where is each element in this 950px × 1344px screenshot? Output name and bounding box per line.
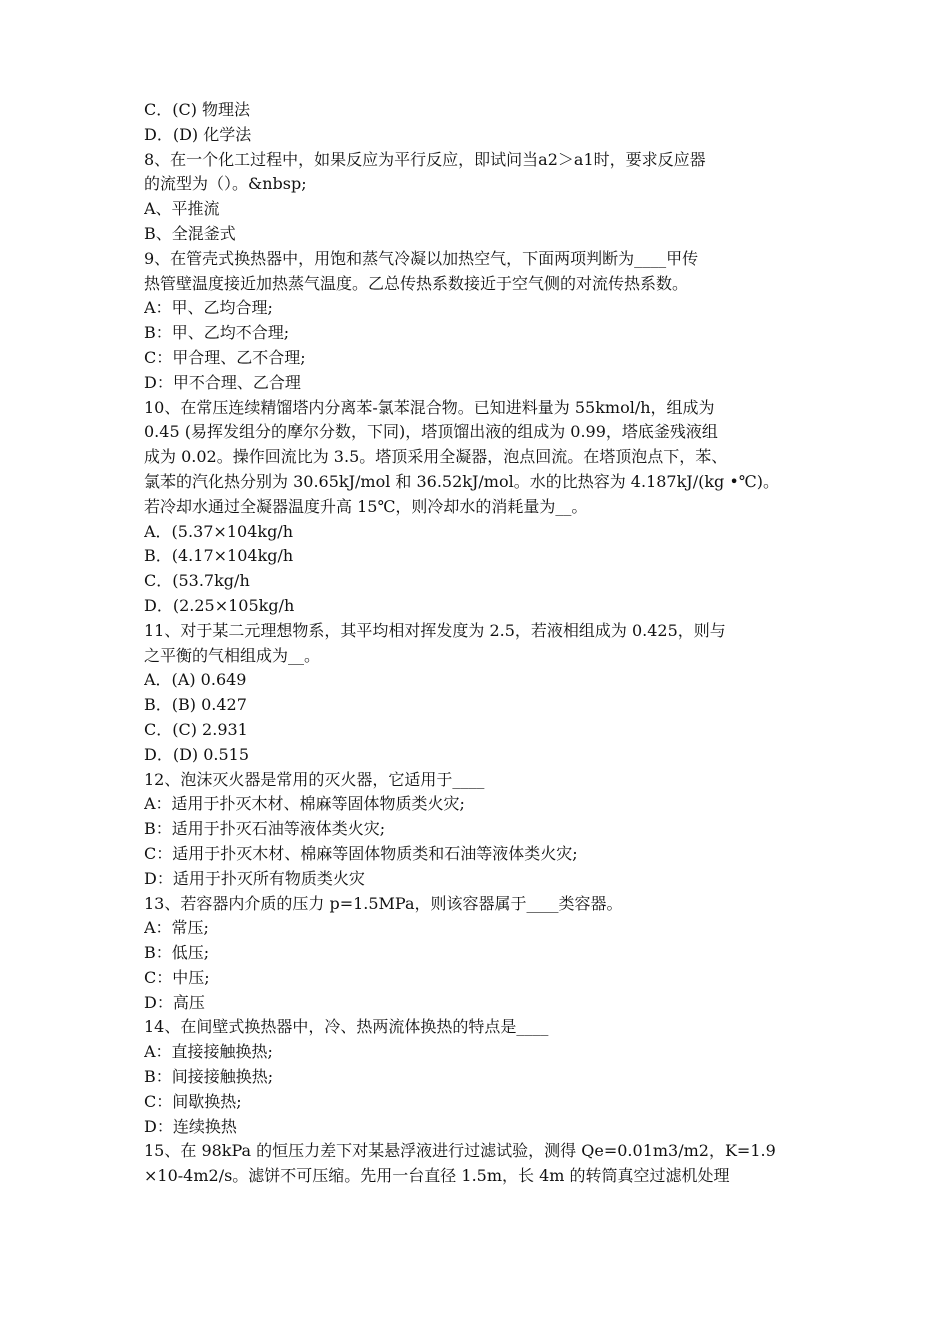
question-9-line-1: 9、在管壳式换热器中，用饱和蒸气冷凝以加热空气，下面两项判断为____甲传 — [144, 248, 699, 268]
q12-option-c: C：适用于扑灭木材、棉麻等固体物质类和石油等液体类火灾; — [144, 843, 578, 863]
question-11-line-2: 之平衡的气相组成为__。 — [144, 645, 321, 665]
option-c-physical: C．(C) 物理法 — [144, 100, 251, 119]
q8-option-b: B、全混釜式 — [144, 223, 236, 243]
q13-option-a: A：常压; — [144, 918, 209, 938]
q14-option-d: D：连续换热 — [144, 1116, 237, 1136]
question-13: 13、若容器内介质的压力 p=1.5MPa，则该容器属于____类容器。 — [144, 893, 623, 913]
q11-option-c: C．(C) 2.931 — [144, 719, 248, 739]
q14-option-a: A：直接接触换热; — [144, 1042, 273, 1062]
q8-option-a: A、平推流 — [144, 199, 220, 219]
q11-option-a: A．(A) 0.649 — [144, 670, 247, 690]
q12-option-a: A：适用于扑灭木材、棉麻等固体物质类火灾; — [144, 794, 465, 814]
q11-option-b: B．(B) 0.427 — [144, 695, 247, 715]
question-10-line-5: 若冷却水通过全凝器温度升高 15℃，则冷却水的消耗量为__。 — [144, 496, 588, 516]
question-10-line-1: 10、在常压连续精馏塔内分离苯-氯苯混合物。已知进料量为 55kmol/h，组成为 — [144, 397, 715, 417]
question-8-line-1: 8、在一个化工过程中，如果反应为平行反应，即试问当a2＞a1时，要求反应器 — [144, 149, 706, 169]
q9-option-c: C：甲合理、乙不合理; — [144, 347, 306, 367]
q14-option-b: B：间接接触换热; — [144, 1067, 274, 1087]
q9-option-b: B：甲、乙均不合理; — [144, 323, 290, 343]
question-14: 14、在间壁式换热器中，冷、热两流体换热的特点是____ — [144, 1017, 549, 1037]
q13-option-d: D：高压 — [144, 992, 205, 1012]
question-10-line-2: 0.45 (易挥发组分的摩尔分数，下同)，塔顶馏出液的组成为 0.99，塔底釜残液组 — [144, 422, 718, 442]
q12-option-b: B：适用于扑灭石油等液体类火灾; — [144, 819, 386, 839]
question-10-line-3: 成为 0.02。操作回流比为 3.5。塔顶采用全凝器，泡点回流。在塔顶泡点下，苯、 — [144, 447, 728, 467]
q10-option-d: D．(2.25×105kg/h — [144, 595, 295, 615]
question-11-line-1: 11、对于某二元理想物系，其平均相对挥发度为 2.5，若液相组成为 0.425，则与 — [144, 620, 726, 640]
q13-option-b: B：低压; — [144, 943, 210, 963]
q9-option-d: D：甲不合理、乙合理 — [144, 372, 301, 392]
question-8-line-2: 的流型为（）。&nbsp; — [144, 174, 307, 194]
question-15-line-2: ×10-4m2/s。滤饼不可压缩。先用一台直径 1.5m，长 4m 的转筒真空过滤机处理 — [144, 1166, 730, 1186]
option-d-chemical: D．(D) 化学法 — [144, 124, 252, 144]
question-10-line-4: 氯苯的汽化热分别为 30.65kJ/mol 和 36.52kJ/mol。水的比热容为 4.187kJ/(kg •℃)。 — [144, 471, 779, 491]
q12-option-d: D：适用于扑灭所有物质类火灾 — [144, 868, 365, 888]
question-15-line-1: 15、在 98kPa 的恒压力差下对某悬浮液进行过滤试验，测得 Qe=0.01m3/m2，K=1.9 — [144, 1141, 776, 1161]
q14-option-c: C：间歇换热; — [144, 1091, 242, 1111]
q9-option-a: A：甲、乙均合理; — [144, 298, 273, 318]
question-9-line-2: 热管壁温度接近加热蒸气温度。乙总传热系数接近于空气侧的对流传热系数。 — [144, 273, 689, 293]
q10-option-a: A．(5.37×104kg/h — [144, 521, 294, 541]
q10-option-c: C．(53.7kg/h — [144, 571, 250, 591]
q13-option-c: C：中压; — [144, 967, 210, 987]
q11-option-d: D．(D) 0.515 — [144, 744, 250, 764]
question-12: 12、泡沫灭火器是常用的灭火器，它适用于____ — [144, 769, 485, 789]
q10-option-b: B．(4.17×104kg/h — [144, 546, 294, 566]
document-page — [144, 98, 808, 1189]
